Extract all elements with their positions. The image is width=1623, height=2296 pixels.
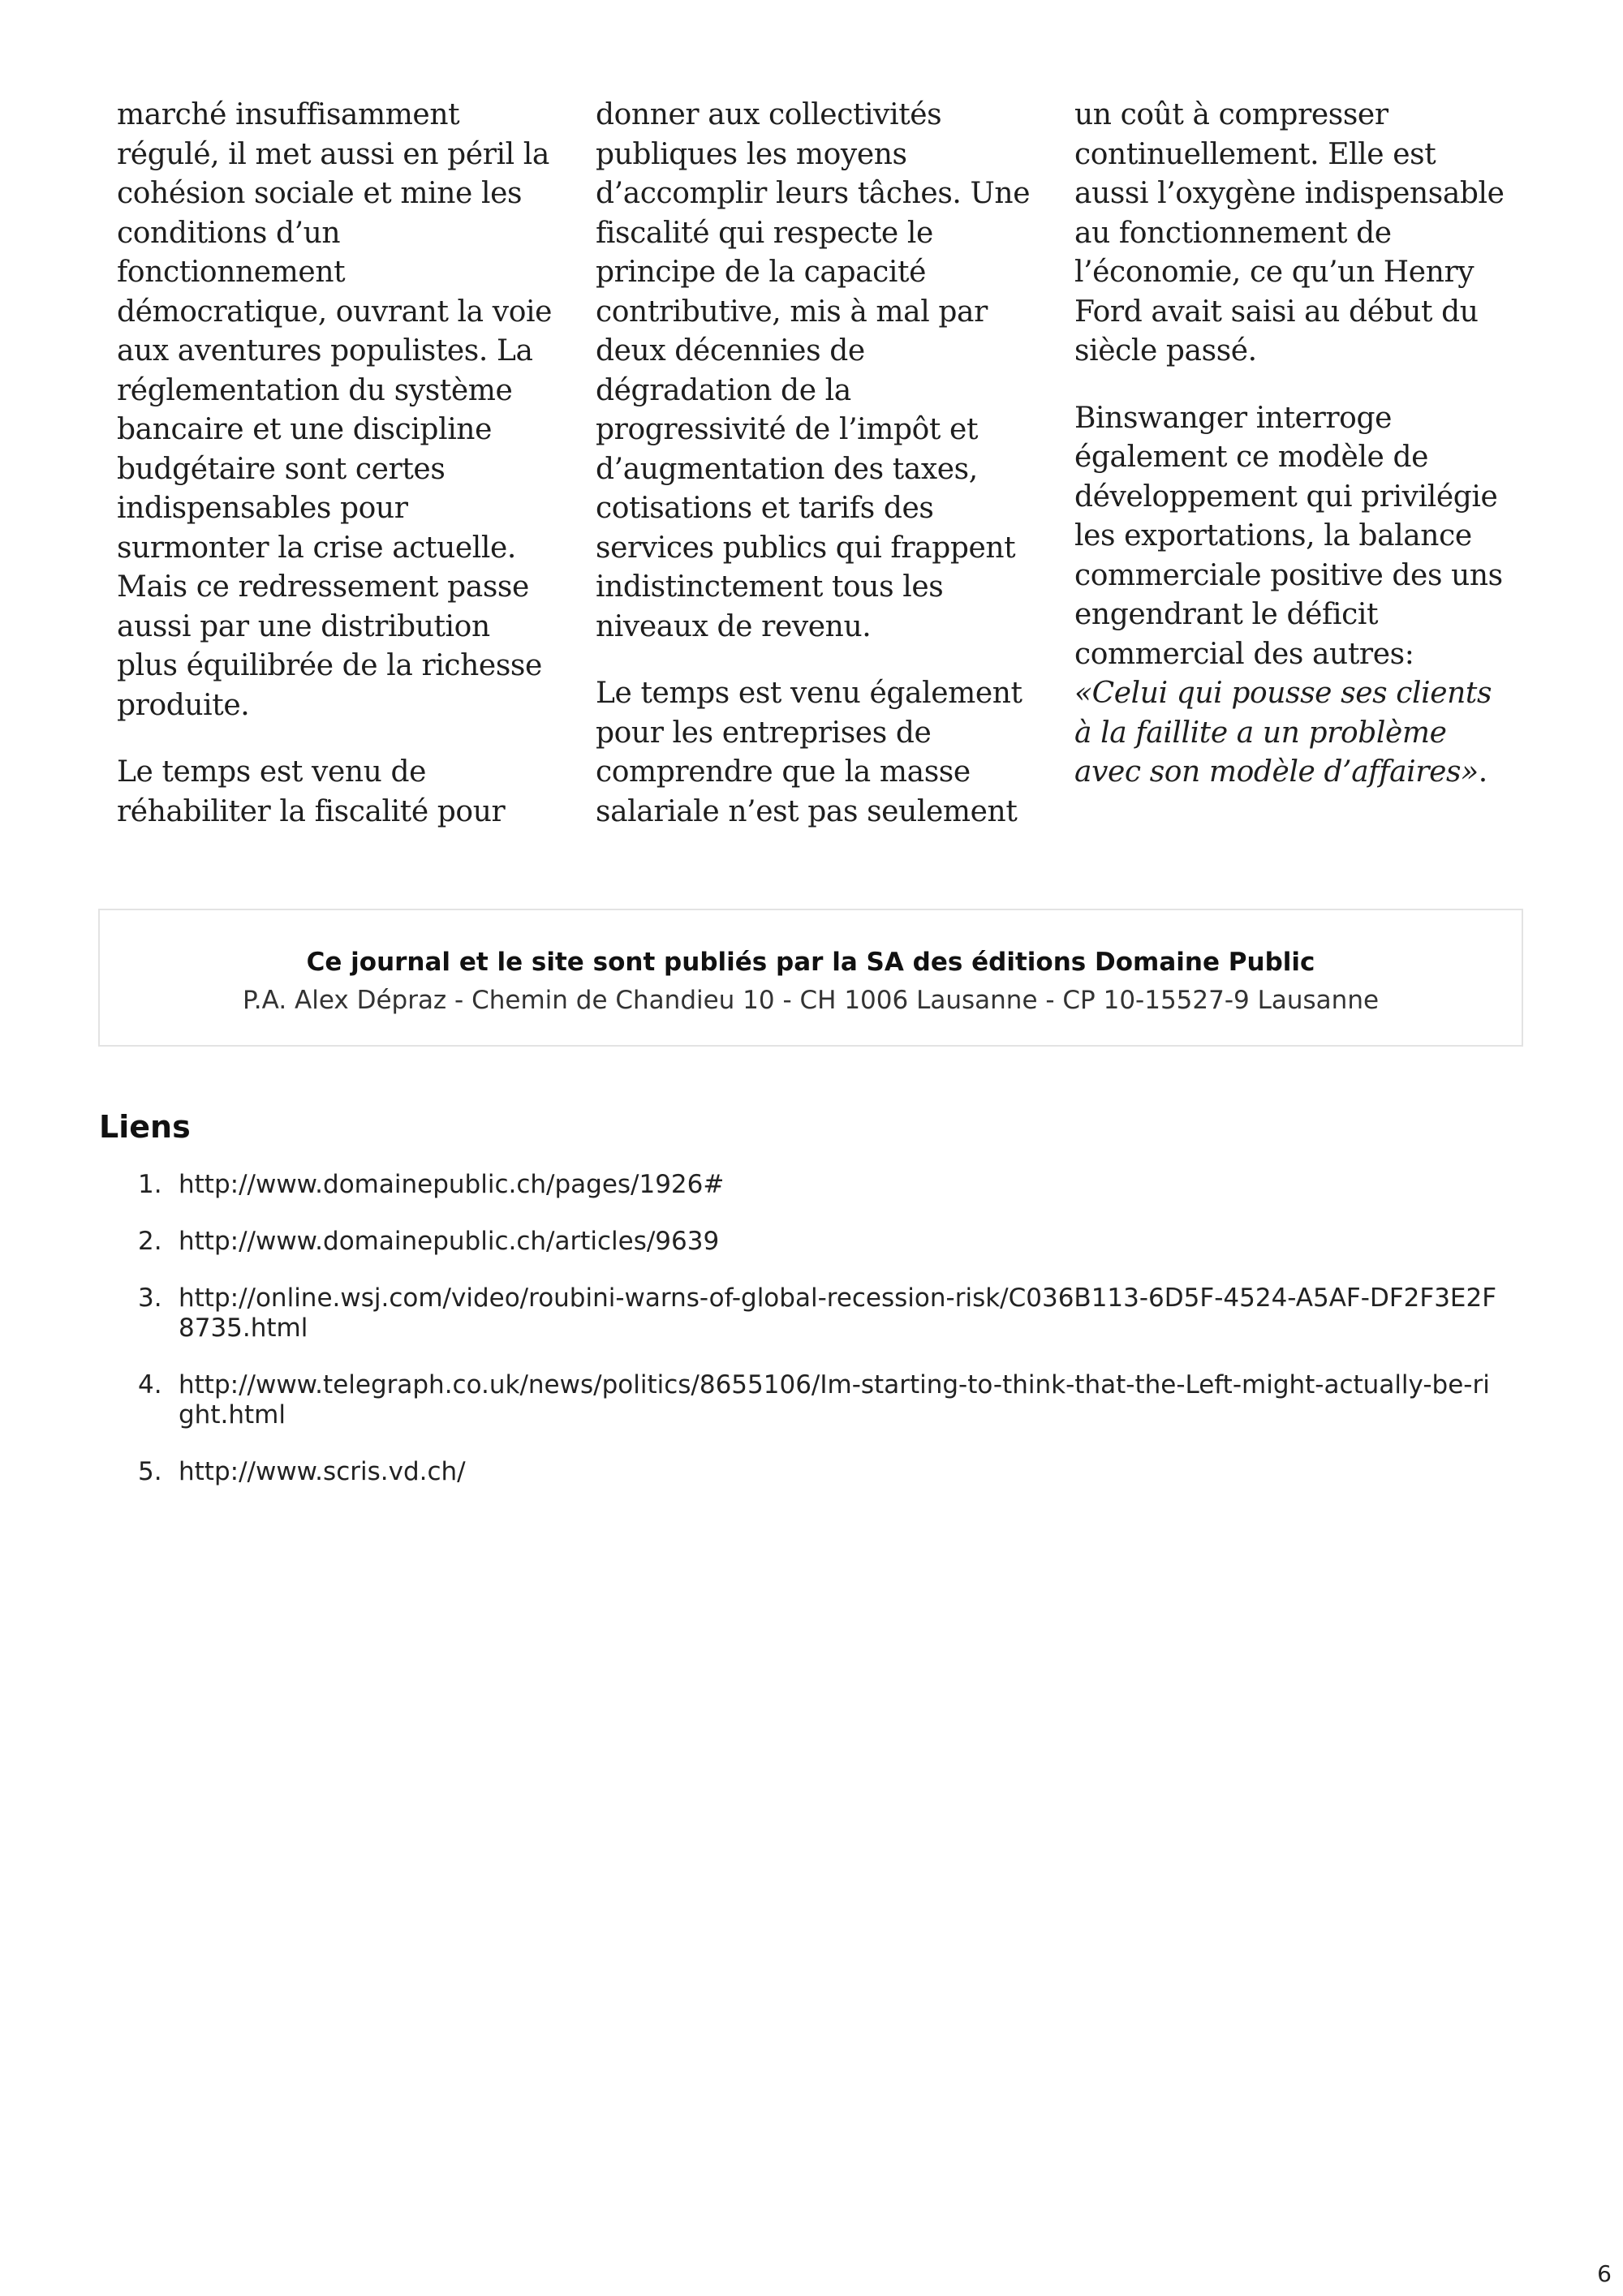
links-heading: Liens bbox=[99, 1109, 191, 1145]
publisher-title: Ce journal et le site sont publiés par la SA des éditions Domaine Public bbox=[306, 948, 1315, 977]
list-item bbox=[138, 1170, 1501, 1200]
paragraph: Le temps est venu également pour les entreprises de comprendre que la masse salariale n’est pas seulement bbox=[596, 677, 1022, 828]
paragraph: Le temps est venu de réhabiliter la fiscalité pour bbox=[117, 755, 506, 828]
publisher-box bbox=[98, 909, 1523, 1047]
paragraph-end: . bbox=[1478, 755, 1487, 789]
paragraph: donner aux collectivités publiques les moyens d’accomplir leurs tâches. Une fiscalité qui respecte le principe de la capacité contributive, mis à mal par deux décennies de dégradation de la progressivité de l’impôt et d’augmentation des taxes, cotisations et tarifs des services publics qui frappent indistinctement tous les niveaux de revenu. bbox=[596, 98, 1031, 643]
list-item bbox=[138, 1227, 1501, 1257]
list-number: 5. bbox=[138, 1457, 162, 1486]
list-number: 4. bbox=[138, 1370, 162, 1400]
article-columns bbox=[117, 96, 1513, 832]
article-column-3 bbox=[1074, 96, 1513, 832]
link-url[interactable]: http://www.telegraph.co.uk/news/politics/8655106/Im-starting-to-think-that-the-Left-might-actually-be-right.html bbox=[179, 1370, 1490, 1430]
link-url[interactable]: http://www.scris.vd.ch/ bbox=[179, 1457, 466, 1486]
list-number: 3. bbox=[138, 1283, 162, 1313]
quote: «Celui qui pousse ses clients à la faillite a un problème avec son modèle d’affaires» bbox=[1074, 677, 1492, 789]
article-column-2 bbox=[596, 96, 1034, 832]
link-url[interactable]: http://online.wsj.com/video/roubini-warns-of-global-recession-risk/C036B113-6D5F-4524-A5AF-DF2F3E2F8735.html bbox=[179, 1283, 1497, 1343]
article-column-1 bbox=[117, 96, 555, 832]
link-url[interactable]: http://www.domainepublic.ch/pages/1926# bbox=[179, 1170, 725, 1199]
links-list bbox=[138, 1170, 1501, 1514]
paragraph-text: Binswanger interroge également ce modèle de développement qui privilégie les exportations, la balance commerciale positive des uns engendrant le déficit commercial des autres: bbox=[1074, 401, 1503, 671]
list-number: 2. bbox=[138, 1227, 162, 1256]
paragraph bbox=[1074, 399, 1513, 793]
page-number: 6 bbox=[1597, 2260, 1612, 2287]
list-item bbox=[138, 1283, 1501, 1344]
list-number: 1. bbox=[138, 1170, 162, 1199]
list-item bbox=[138, 1370, 1501, 1430]
link-url[interactable]: http://www.domainepublic.ch/articles/9639 bbox=[179, 1227, 720, 1256]
publisher-address: P.A. Alex Dépraz - Chemin de Chandieu 10 - CH 1006 Lausanne - CP 10-15527-9 Lausanne bbox=[242, 986, 1380, 1015]
paragraph: un coût à compresser continuellement. Elle est aussi l’oxygène indispensable au fonctionnement de l’économie, ce qu’un Henry Ford avait saisi au début du siècle passé. bbox=[1074, 98, 1505, 368]
list-item bbox=[138, 1457, 1501, 1487]
paragraph: marché insuffisamment régulé, il met aussi en péril la cohésion sociale et mine les conditions d’un fonctionnement démocratique, ouvrant la voie aux aventures populistes. La réglementation du système bancaire et une discipline budgétaire sont certes indispensables pour surmonter la crise actuelle. Mais ce redressement passe aussi par une distribution plus équilibrée de la richesse produite. bbox=[117, 98, 553, 722]
